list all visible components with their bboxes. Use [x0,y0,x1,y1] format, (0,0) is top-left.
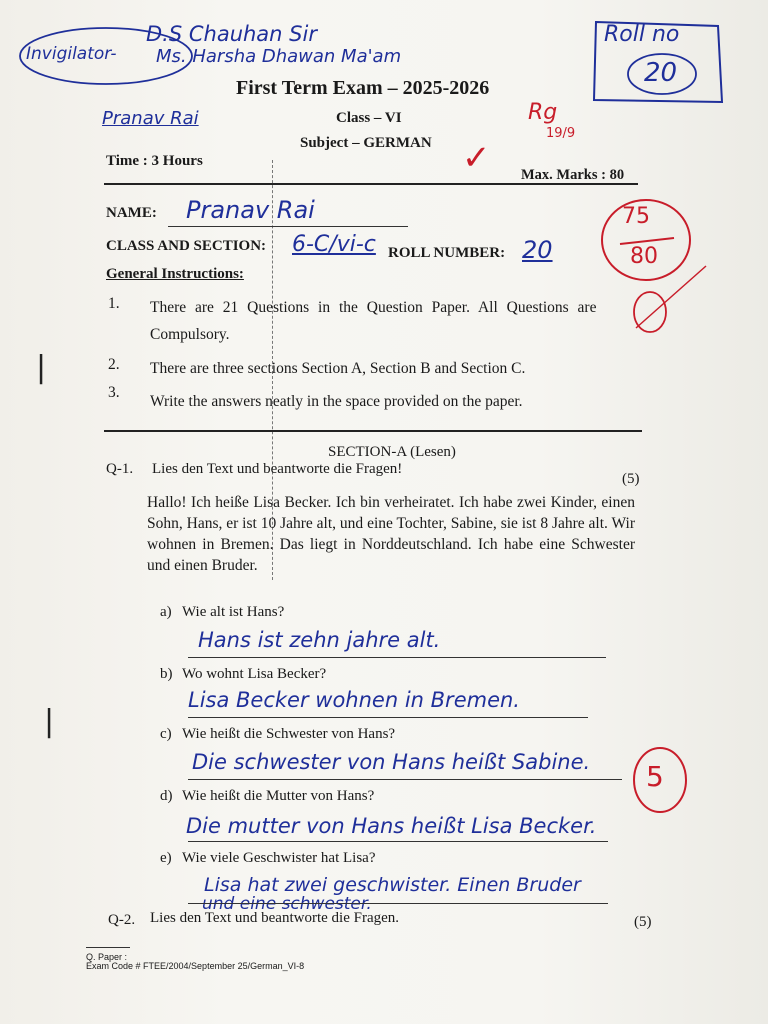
roll-label: ROLL NUMBER: [388,245,506,261]
instruction-text: Write the answers neatly in the space provided on the paper. [150,393,523,410]
q1-text: Lies den Text und beantworte die Fragen! [152,461,403,477]
class-value: 6-C/vi-c [292,232,376,257]
question-text: Wie alt ist Hans? [182,604,285,620]
margin-mark: | [36,350,47,385]
question-label: a) [160,604,172,620]
answer-line [188,717,588,718]
answer-text-cont: und eine schwester. [202,894,372,914]
tick-mark: ✓ [462,140,491,177]
instruction-text: There are three sections Section A, Section B and Section C. [150,360,526,377]
question-label: e) [160,850,172,866]
question-text: Wo wohnt Lisa Becker? [182,666,327,682]
invigilator-label: Invigilator- [26,44,117,64]
initial-scrawl: Rg [528,100,558,125]
answer-text: Die mutter von Hans heißt Lisa Becker. [186,814,597,838]
class-line: Class – VI [336,110,402,126]
answer-text: Hans ist zehn jahre alt. [198,628,441,652]
instruction-num: 3. [108,384,120,401]
name-label: NAME: [106,205,157,221]
answer-line [188,903,608,904]
answer-text: Lisa Becker wohnen in Bremen. [188,688,520,712]
question-label: d) [160,788,173,804]
footer-exam-code: Exam Code # FTEE/2004/September 25/German_VI-8 [86,961,305,971]
score-numerator: 75 [622,204,650,229]
instruction-text: There are 21 Questions in the Question Paper. All Questions are [150,299,597,316]
question-label: c) [160,726,172,742]
invigilator-2: Ms. Harsha Dhawan Ma'am [156,46,402,67]
header-rule [104,183,638,185]
roll-box-number: 20 [644,58,678,88]
question-text: Wie heißt die Mutter von Hans? [182,788,375,804]
question-text: Wie heißt die Schwester von Hans? [182,726,396,742]
answer-text: Die schwester von Hans heißt Sabine. [192,750,591,774]
question-text: Wie viele Geschwister hat Lisa? [182,850,376,866]
instruction-num: 2. [108,356,120,373]
name-value: Pranav Rai [186,196,315,224]
initial-scrawl-2: 19/9 [546,126,576,141]
score-denominator: 80 [630,244,658,269]
answer-text: Lisa hat zwei geschwister. Einen Bruder [204,874,581,896]
max-marks: Max. Marks : 80 [521,167,625,183]
footer-paper-label: Q. Paper : [86,952,128,962]
q1-marks: (5) [622,471,640,487]
q1-passage: Hallo! Ich heiße Lisa Becker. Ich bin verheiratet. Ich habe zwei Kinder, einen Sohn, Hans, er ist 10 Jahre alt, und eine Tochter, Sabine, sie ist 8 Jahre alt. Wir wohnen in Bremen. Das liegt in Norddeutschland. Ich habe eine Schwester und einen Bruder. [147,494,635,574]
time-line: Time : 3 Hours [106,153,203,169]
footer-rule [86,947,130,948]
instruction-text-cont: Compulsory. [150,326,230,343]
section-rule [104,430,642,432]
section-score: 5 [646,760,664,793]
margin-mark: | [44,704,55,739]
q1-label: Q-1. [106,461,134,477]
instruction-num: 1. [108,295,120,312]
q2-text: Lies den Text und beantworte die Fragen. [150,910,400,926]
answer-line [188,779,622,780]
student-scrawl: Pranav Rai [102,108,199,129]
roll-value: 20 [522,236,553,264]
instructions-heading: General Instructions: [106,266,244,282]
q2-label: Q-2. [108,912,136,928]
subject-line: Subject – GERMAN [300,135,432,151]
q2-marks: (5) [634,914,652,930]
invigilator-1: D.S Chauhan Sir [146,22,317,46]
question-label: b) [160,666,173,682]
name-line [168,226,408,227]
exam-title: First Term Exam – 2025-2026 [236,77,490,99]
answer-line [188,841,608,842]
section-title: SECTION-A (Lesen) [328,444,456,460]
class-label: CLASS AND SECTION: [106,238,267,254]
answer-line [188,657,606,658]
roll-box-label: Roll no [604,22,680,47]
